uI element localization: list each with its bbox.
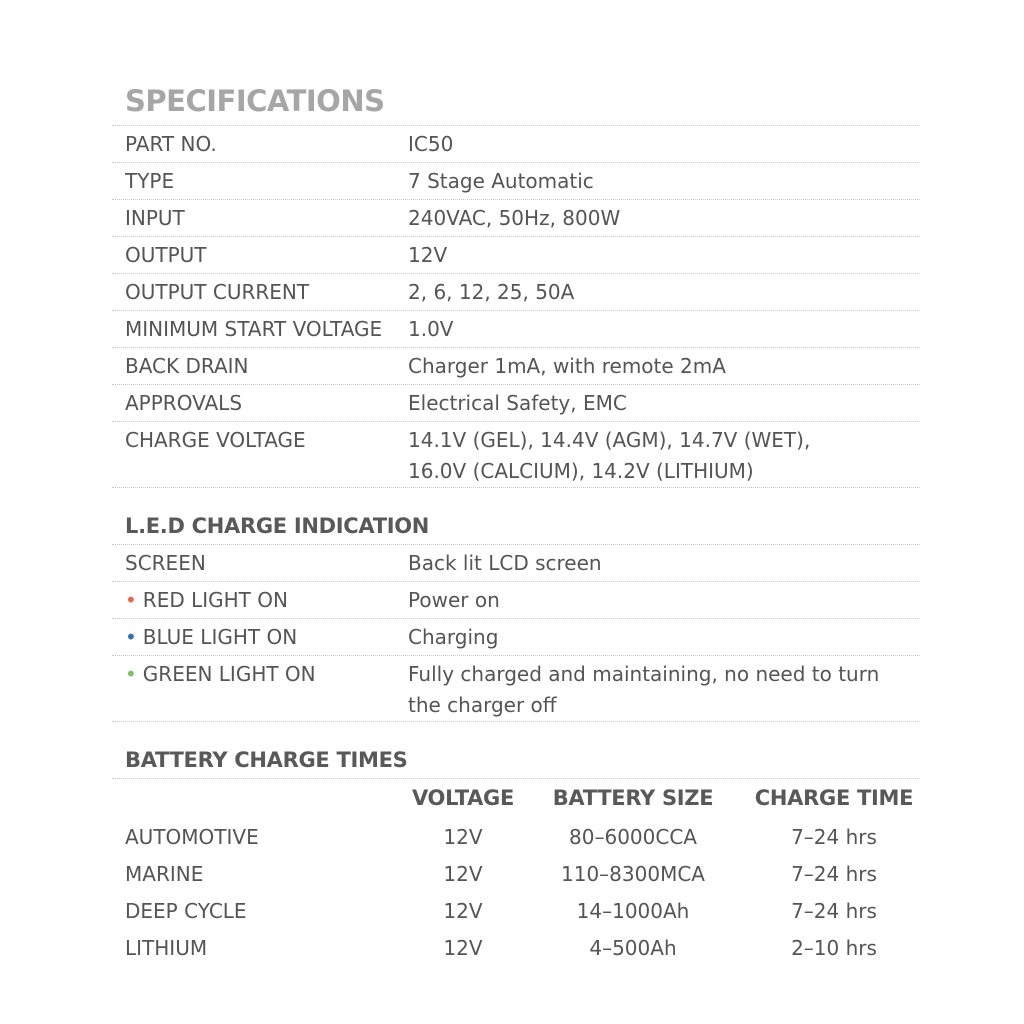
voltage-cell: 12V bbox=[443, 936, 483, 960]
battery-type: AUTOMOTIVE bbox=[125, 825, 259, 849]
spec-value: Charger 1mA, with remote 2mA bbox=[408, 354, 726, 378]
spec-value-line: 16.0V (CALCIUM), 14.2V (LITHIUM) bbox=[408, 459, 754, 483]
spec-value bbox=[408, 422, 920, 487]
spec-value: IC50 bbox=[408, 132, 454, 156]
spec-value: 2, 6, 12, 25, 50A bbox=[408, 280, 575, 304]
charge-times-table bbox=[112, 778, 920, 967]
spec-label: BACK DRAIN bbox=[125, 354, 249, 378]
led-section-heading: L.E.D CHARGE INDICATION bbox=[125, 514, 430, 538]
spec-label: INPUT bbox=[125, 206, 185, 230]
battery-size-cell: 14–1000Ah bbox=[576, 899, 690, 923]
spec-label: OUTPUT bbox=[125, 243, 207, 267]
header-blank bbox=[112, 779, 408, 819]
led-label-text: BLUE LIGHT ON bbox=[142, 625, 298, 649]
led-value: Charging bbox=[408, 625, 499, 649]
led-value: Back lit LCD screen bbox=[408, 551, 602, 575]
charge-time-cell: 2–10 hrs bbox=[791, 936, 877, 960]
column-header-battery-size: BATTERY SIZE bbox=[552, 786, 714, 810]
led-value bbox=[408, 656, 920, 721]
spec-label: OUTPUT CURRENT bbox=[125, 280, 310, 304]
charge-time-cell: 7–24 hrs bbox=[791, 825, 877, 849]
times-section-heading: BATTERY CHARGE TIMES bbox=[125, 748, 408, 772]
spec-value: 7 Stage Automatic bbox=[408, 169, 594, 193]
led-value-line: the charger off bbox=[408, 693, 557, 717]
red-dot-icon: • bbox=[125, 588, 137, 612]
led-label-text: GREEN LIGHT ON bbox=[142, 662, 316, 686]
spec-value: Electrical Safety, EMC bbox=[408, 391, 627, 415]
spec-row-minimum-start-voltage bbox=[112, 310, 920, 347]
charge-time-cell: 7–24 hrs bbox=[791, 899, 877, 923]
spec-label: CHARGE VOLTAGE bbox=[125, 428, 306, 452]
spec-row-part-no bbox=[112, 125, 920, 162]
table-row bbox=[112, 856, 920, 893]
spec-row-input bbox=[112, 199, 920, 236]
spec-label: APPROVALS bbox=[125, 391, 243, 415]
led-row-screen bbox=[112, 544, 920, 581]
green-dot-icon: • bbox=[125, 662, 137, 686]
battery-type: DEEP CYCLE bbox=[125, 899, 247, 923]
battery-type: LITHIUM bbox=[125, 936, 208, 960]
led-label: SCREEN bbox=[125, 551, 206, 575]
spec-value-line: 14.1V (GEL), 14.4V (AGM), 14.7V (WET), bbox=[408, 428, 811, 452]
led-value-line: Fully charged and maintaining, no need to turn bbox=[408, 662, 880, 686]
battery-size-cell: 110–8300MCA bbox=[561, 862, 705, 886]
led-row-red bbox=[112, 581, 920, 618]
column-header-charge-time: CHARGE TIME bbox=[754, 786, 914, 810]
table-row bbox=[112, 893, 920, 930]
led-row-green bbox=[112, 655, 920, 722]
spec-row-approvals bbox=[112, 384, 920, 421]
spec-label: PART NO. bbox=[125, 132, 217, 156]
table-header-row bbox=[112, 778, 920, 819]
page-title: SPECIFICATIONS bbox=[125, 84, 385, 118]
led-label-text: RED LIGHT ON bbox=[142, 588, 288, 612]
specifications-table bbox=[112, 125, 920, 488]
spec-label: MINIMUM START VOLTAGE bbox=[125, 317, 383, 341]
charge-time-cell: 7–24 hrs bbox=[791, 862, 877, 886]
led-table bbox=[112, 544, 920, 722]
battery-type: MARINE bbox=[125, 862, 204, 886]
spec-row-back-drain bbox=[112, 347, 920, 384]
spec-row-output-current bbox=[112, 273, 920, 310]
battery-size-cell: 80–6000CCA bbox=[569, 825, 697, 849]
spec-sheet bbox=[112, 125, 920, 967]
led-label bbox=[112, 619, 408, 653]
table-row bbox=[112, 930, 920, 967]
spec-row-charge-voltage bbox=[112, 421, 920, 488]
spec-value: 1.0V bbox=[408, 317, 454, 341]
spec-value: 12V bbox=[408, 243, 448, 267]
battery-size-cell: 4–500Ah bbox=[589, 936, 677, 960]
spec-row-output bbox=[112, 236, 920, 273]
spec-label: TYPE bbox=[125, 169, 175, 193]
voltage-cell: 12V bbox=[443, 825, 483, 849]
voltage-cell: 12V bbox=[443, 862, 483, 886]
spec-value: 240VAC, 50Hz, 800W bbox=[408, 206, 621, 230]
table-row bbox=[112, 819, 920, 856]
led-value: Power on bbox=[408, 588, 500, 612]
column-header-voltage: VOLTAGE bbox=[411, 786, 515, 810]
blue-dot-icon: • bbox=[125, 625, 137, 649]
led-label bbox=[112, 582, 408, 616]
led-label bbox=[112, 656, 408, 690]
voltage-cell: 12V bbox=[443, 899, 483, 923]
spec-row-type bbox=[112, 162, 920, 199]
led-row-blue bbox=[112, 618, 920, 655]
